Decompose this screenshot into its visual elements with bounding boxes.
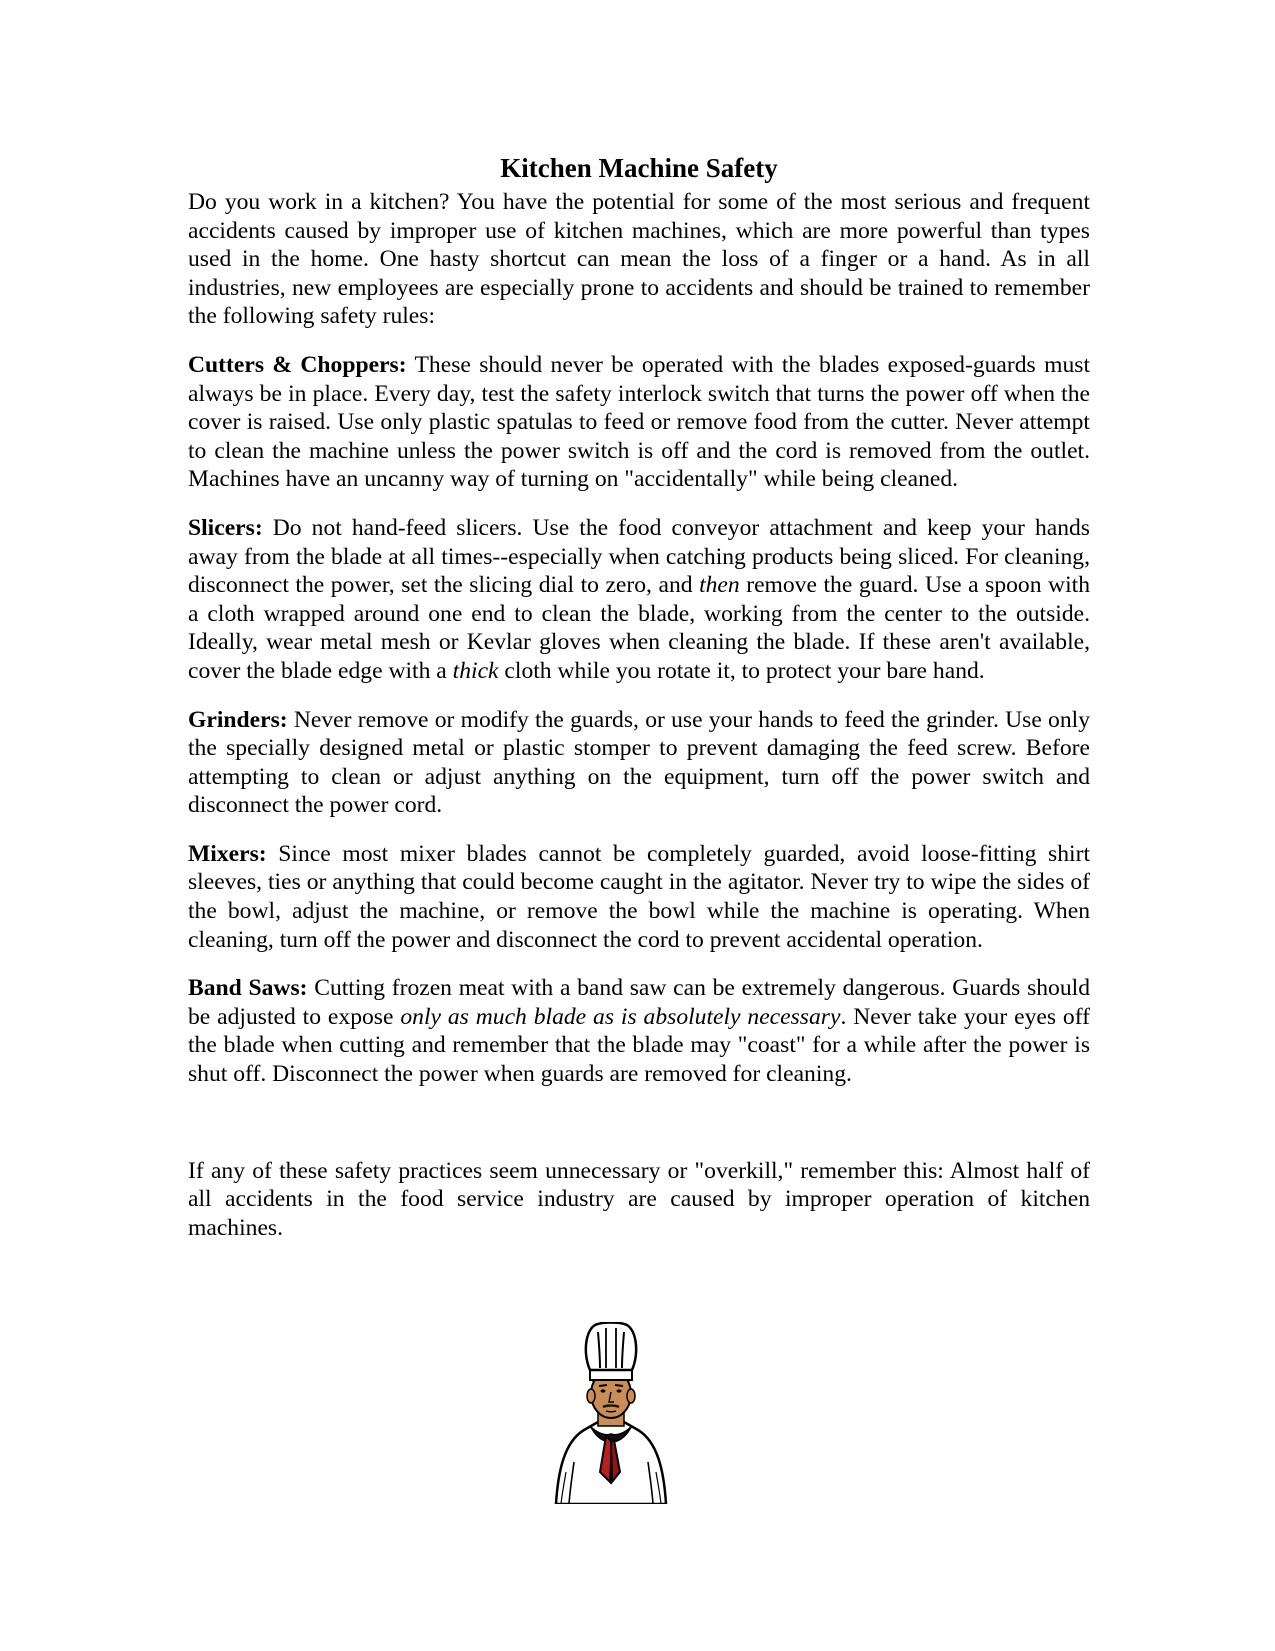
section-band-saws	[188, 974, 1090, 1088]
section-slicers	[188, 514, 1090, 686]
section-mixers	[188, 840, 1090, 954]
section-heading: Slicers:	[188, 514, 263, 541]
section-grinders	[188, 706, 1090, 820]
section-emphasis: then	[699, 572, 740, 599]
section-text: remove the guard. Use a spoon with a cloth wrapped around one end to clean the blade, working from the center to the outside. Ideally, wear metal mesh or Kevlar gloves when cleaning the blade. If these aren't available, cover the blade edge with a	[188, 572, 1090, 684]
section-text: These should never be operated with the blades exposed-guards must always be in place. Every day, test the safety interlock switch that turns the power off when the cover is raised. Use only plastic spatulas to feed or remove food from the cutter. Never attempt to clean the machine unless the power switch is off and the cord is removed from the outlet. Machines have an uncanny way of turning on "accidentally" while being cleaned.	[188, 351, 1090, 493]
closing-paragraph: If any of these safety practices seem unnecessary or "overkill," remember this: Almost half of all accidents in the food service industry are caused by improper operation of kitchen machines.	[188, 1157, 1090, 1241]
document-page	[188, 150, 1090, 1262]
section-emphasis: only as much blade as is absolutely necessary	[400, 1003, 841, 1030]
section-heading: Cutters & Choppers:	[188, 351, 407, 378]
section-text: Do not hand-feed slicers. Use the food conveyor attachment and keep your hands away from the blade at all times--especially when catching products being sliced. For cleaning, disconnect the power, set the slicing dial to zero, and	[188, 514, 1090, 599]
section-heading: Mixers:	[188, 840, 267, 867]
section-heading: Band Saws:	[188, 975, 308, 1002]
section-cutters-choppers	[188, 351, 1090, 494]
intro-paragraph: Do you work in a kitchen? You have the potential for some of the most serious and frequent accidents caused by improper use of kitchen machines, which are more powerful than types used in the home. One hasty shortcut can mean the loss of a finger or a hand. As in all industries, new employees are especially prone to accidents and should be trained to remember the following safety rules:	[188, 189, 1090, 330]
section-text: cloth while you rotate it, to protect your bare hand.	[498, 657, 985, 684]
section-text: Cutting frozen meat with a band saw can be extremely dangerous. Guards should be adjusted to expose	[188, 975, 1090, 1030]
chef-illustration-icon	[536, 1322, 686, 1504]
document-title: Kitchen Machine Safety	[500, 153, 778, 183]
section-emphasis: thick	[452, 657, 499, 684]
section-text: Never remove or modify the guards, or use your hands to feed the grinder. Use only the specially designed metal or plastic stomper to prevent damaging the feed screw. Before attempting to clean or adjust anything on the equipment, turn off the power switch and disconnect the power cord.	[188, 706, 1090, 819]
chef-icon	[536, 1322, 686, 1504]
section-text: Since most mixer blades cannot be completely guarded, avoid loose-fitting shirt sleeves, ties or anything that could become caught in the agitator. Never try to wipe the sides of the bowl, adjust the machine, or remove the bowl while the machine is operating. When cleaning, turn off the power and disconnect the cord to prevent accidental operation.	[188, 840, 1090, 953]
section-spacer	[188, 1109, 1090, 1157]
section-heading: Grinders:	[188, 706, 288, 733]
section-text: . Never take your eyes off the blade when cutting and remember that the blade may "coast" for a while after the power is shut off. Disconnect the power when guards are removed for cleaning.	[188, 1003, 1091, 1088]
